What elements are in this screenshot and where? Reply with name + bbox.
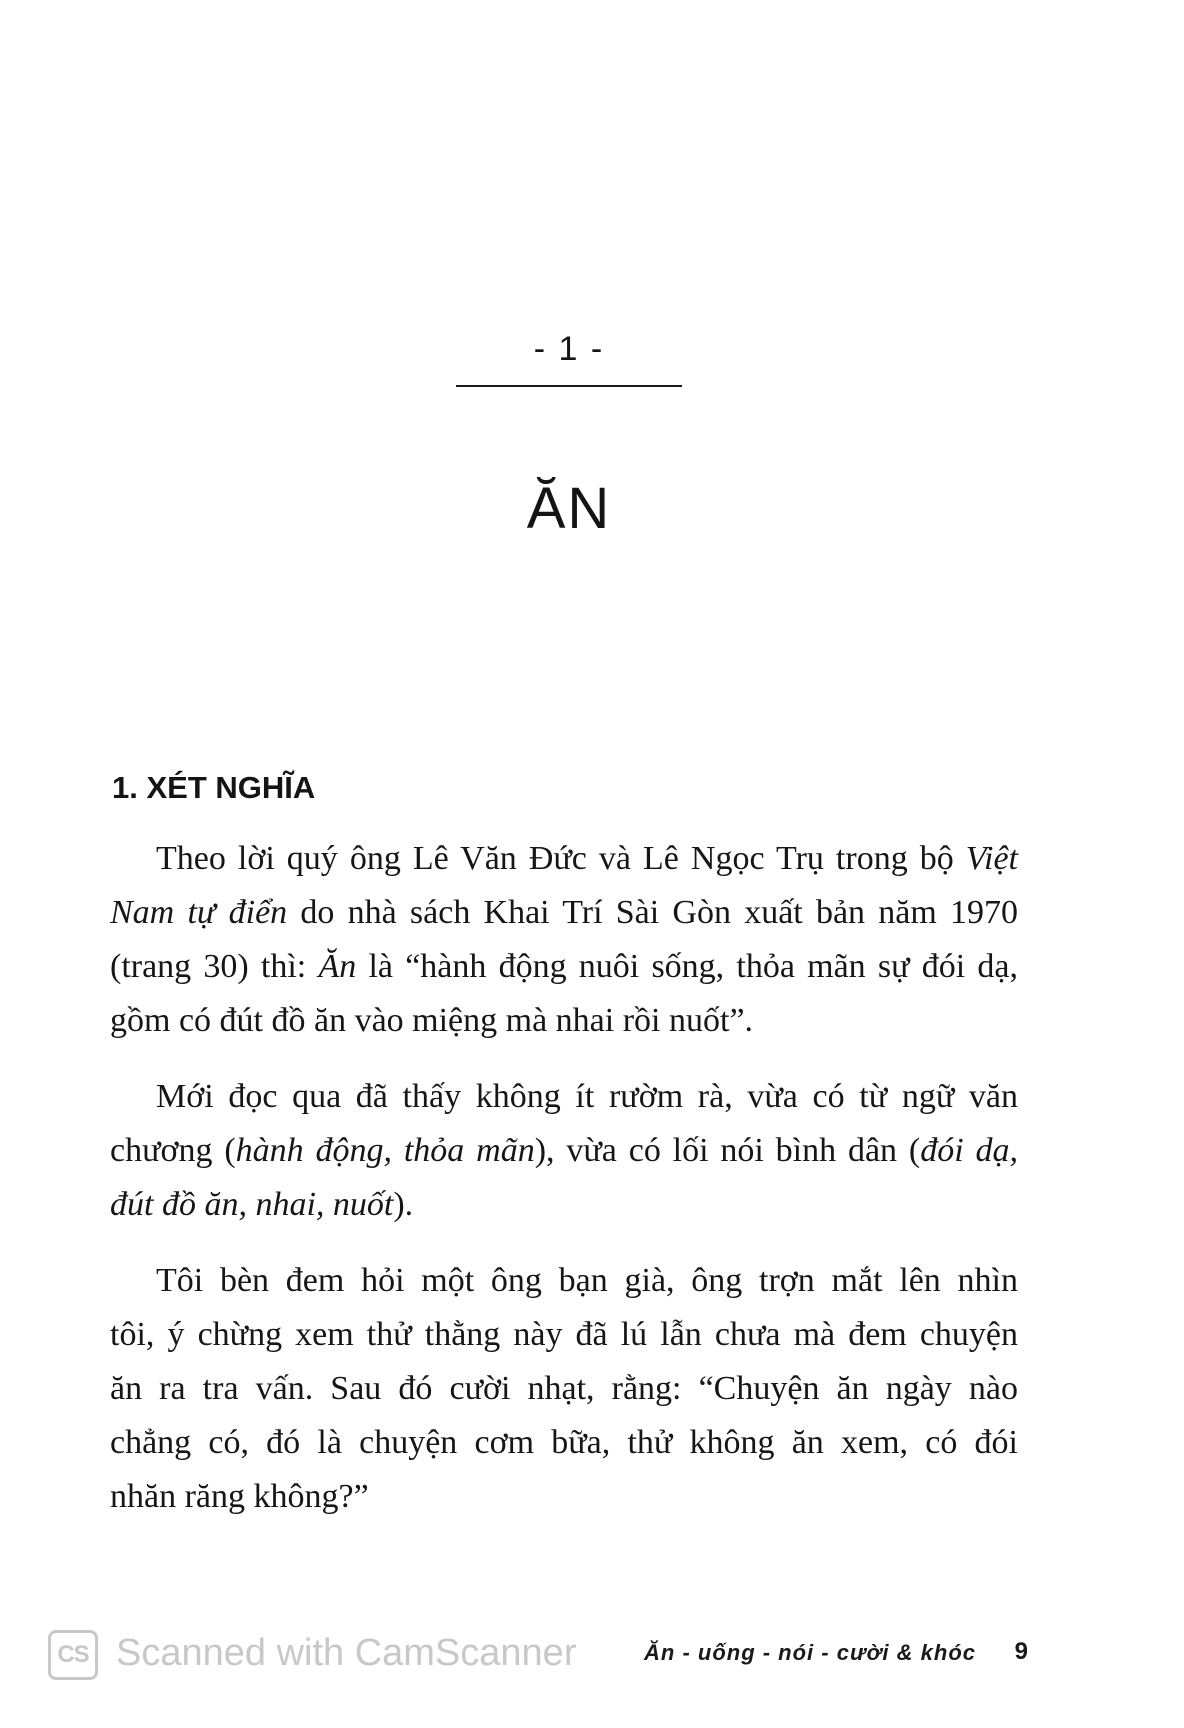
paragraph-2-line-1 bbox=[156, 1070, 1018, 1124]
paragraph-2-line-2 bbox=[110, 1124, 1018, 1178]
italic-text-run: Nam tự điển bbox=[110, 894, 288, 931]
paragraph-2-line-3 bbox=[110, 1178, 1018, 1232]
text-run: Mới đọc qua đã thấy không ít rườm rà, vừa có từ ngữ văn bbox=[156, 1078, 1018, 1115]
paragraph-3-line-1 bbox=[156, 1254, 1018, 1308]
paragraph-1-line-4 bbox=[110, 994, 1018, 1048]
italic-text-run: đói dạ, bbox=[920, 1132, 1019, 1169]
section-heading: 1. XÉT NGHĨA bbox=[112, 770, 316, 805]
text-run: là “hành động nuôi sống, thỏa mãn sự đói dạ, bbox=[356, 948, 1018, 985]
text-run: chương ( bbox=[110, 1132, 236, 1169]
running-footer-title: Ăn - uống - nói - cười & khóc bbox=[644, 1640, 977, 1665]
text-run: ), vừa có lối nói bình dân ( bbox=[534, 1132, 921, 1169]
italic-text-run: đút đồ ăn, nhai, nuốt bbox=[110, 1186, 394, 1223]
paragraph-1-line-1 bbox=[156, 832, 1018, 886]
italic-text-run: Ăn bbox=[318, 948, 357, 985]
camscanner-logo-icon: CS bbox=[48, 1630, 98, 1680]
text-run: do nhà sách Khai Trí Sài Gòn xuất bản năm 1970 bbox=[287, 894, 1018, 931]
text-run: ). bbox=[393, 1186, 414, 1223]
paragraph-1-line-3 bbox=[110, 940, 1018, 994]
chapter-divider bbox=[456, 385, 682, 387]
paragraph-3-line-2 bbox=[110, 1308, 1018, 1362]
paragraph-3-line-3 bbox=[110, 1362, 1018, 1416]
italic-text-run: Việt bbox=[965, 840, 1018, 877]
scanner-watermark: Scanned with CamScanner bbox=[116, 1632, 577, 1674]
text-run: (trang 30) thì: bbox=[110, 948, 319, 985]
italic-text-run: hành động, thỏa mãn bbox=[235, 1132, 535, 1169]
chapter-number: - 1 - bbox=[533, 330, 605, 368]
paragraph-3-line-5 bbox=[110, 1470, 1018, 1524]
paragraph-3-line-4 bbox=[110, 1416, 1018, 1470]
text-run: nhăn răng không?” bbox=[110, 1478, 369, 1515]
text-run: ăn ra tra vấn. Sau đó cười nhạt, rằng: “Chuyện ăn ngày nào bbox=[110, 1370, 1018, 1407]
text-run: gồm có đút đồ ăn vào miệng mà nhai rồi nuốt”. bbox=[110, 1002, 754, 1039]
text-run: chẳng có, đó là chuyện cơm bữa, thử không ăn xem, có đói bbox=[110, 1424, 1018, 1461]
text-run: tôi, ý chừng xem thử thằng này đã lú lẫn chưa mà đem chuyện bbox=[110, 1316, 1018, 1353]
chapter-title: ĂN bbox=[526, 476, 612, 541]
paragraph-1-line-2 bbox=[110, 886, 1018, 940]
text-run: Tôi bèn đem hỏi một ông bạn già, ông trợn mắt lên nhìn bbox=[156, 1262, 1018, 1299]
text-run: Theo lời quý ông Lê Văn Đức và Lê Ngọc Trụ trong bộ bbox=[156, 840, 966, 877]
page-number: 9 bbox=[1014, 1638, 1028, 1665]
